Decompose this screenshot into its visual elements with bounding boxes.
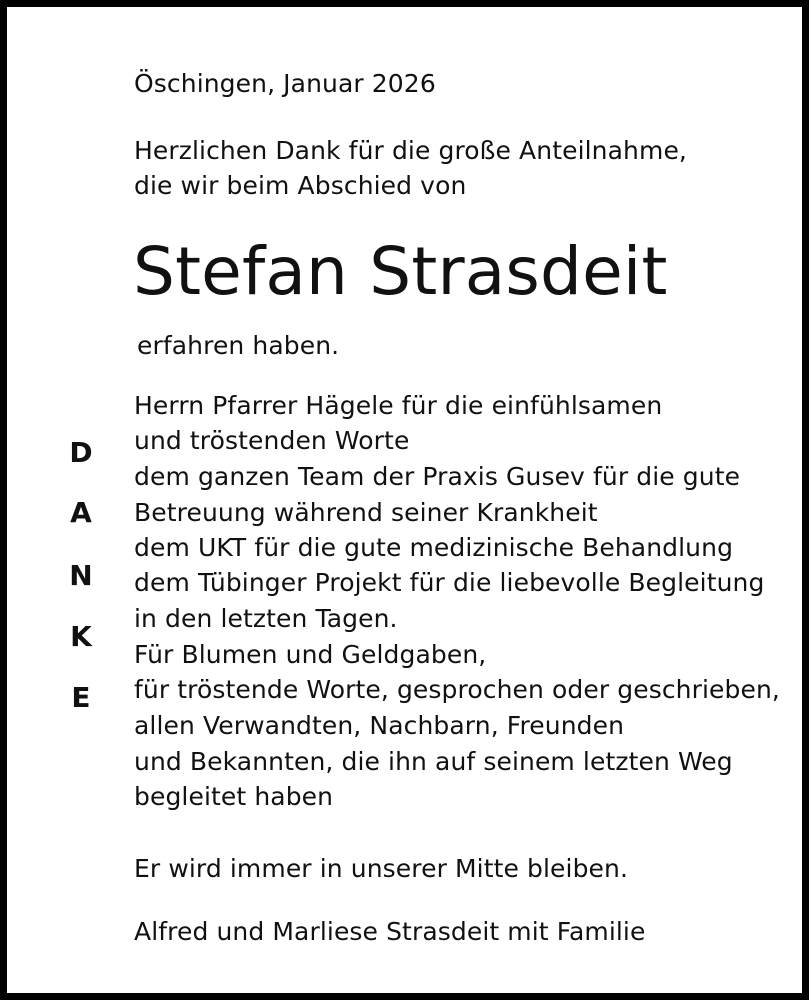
thanks-line: dem Tübinger Projekt für die liebevolle Begleitung <box>134 568 765 597</box>
closing-line: Er wird immer in unserer Mitte bleiben. <box>134 854 629 883</box>
thanks-line: dem ganzen Team der Praxis Gusev für die gute <box>134 462 741 491</box>
thanks-line: Betreuung während seiner Krankheit <box>134 498 598 527</box>
danke-letter-n: N <box>69 559 93 592</box>
thanks-line: allen Verwandten, Nachbarn, Freunden <box>134 711 625 740</box>
thanks-line: und Bekannten, die ihn auf seinem letzten Weg <box>134 747 733 776</box>
danke-letter-k: K <box>70 620 92 653</box>
thanks-line: für tröstende Worte, gesprochen oder geschrieben, <box>134 675 780 704</box>
thanks-line: Herrn Pfarrer Hägele für die einfühlsamen <box>134 391 663 420</box>
thanks-line: begleitet haben <box>134 782 334 811</box>
deceased-name: Stefan Strasdeit <box>133 233 668 310</box>
danke-letter-a: A <box>70 496 92 529</box>
intro-line-2: die wir beim Abschied von <box>134 171 467 200</box>
intro-line-1: Herzlichen Dank für die große Anteilnahme, <box>134 136 687 165</box>
thanks-line: Für Blumen und Geldgaben, <box>134 640 487 669</box>
after-name-text: erfahren haben. <box>137 331 340 360</box>
place-date: Öschingen, Januar 2026 <box>134 69 436 98</box>
signature: Alfred und Marliese Strasdeit mit Familie <box>134 917 646 946</box>
thanks-line: dem UKT für die gute medizinische Behandlung <box>134 533 734 562</box>
danke-letter-e: E <box>71 681 91 714</box>
danke-letter-d: D <box>69 436 93 469</box>
thanks-line: in den letzten Tagen. <box>134 604 398 633</box>
thanks-line: und tröstenden Worte <box>134 426 410 455</box>
